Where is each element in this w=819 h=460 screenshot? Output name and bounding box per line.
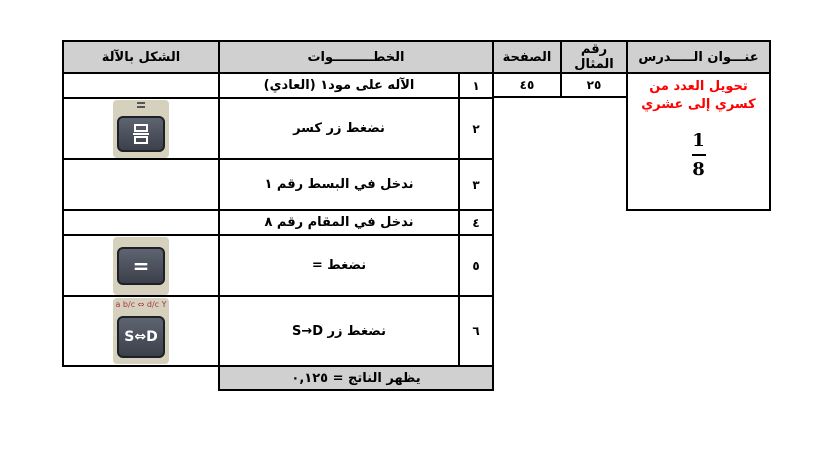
sd-key-icon: S⇔D: [117, 316, 165, 358]
shape-cell-5: [62, 234, 220, 297]
fraction-bar: [692, 154, 706, 156]
step-6-number: ٦: [458, 295, 494, 367]
step-1-number: ١: [458, 72, 494, 99]
equals-key-icon: =: [117, 247, 165, 285]
header-shape: الشكل بالآلة: [62, 40, 220, 74]
result-cell: يظهر الناتج = ٠,١٢٥: [218, 365, 494, 391]
step-1-text: الآله على مود١ (العادي): [218, 72, 460, 99]
shape-cell-4: [62, 209, 220, 236]
example-value: ٢٥: [560, 72, 628, 98]
step-3-text: ندخل في البسط رقم ١: [218, 158, 460, 211]
shape-cell-6: [62, 295, 220, 367]
fraction-one-eighth: [692, 130, 706, 180]
sd-key-image: [113, 298, 169, 364]
lesson-title: تحويل العدد من كسري إلى عشري: [641, 79, 756, 112]
shape-cell-2: [62, 97, 220, 160]
equals-key-image: [113, 237, 169, 295]
header-lesson-title: عنـــوان الـــــدرس: [626, 40, 771, 74]
header-example-number: رقم المثال: [560, 40, 628, 74]
shape-cell-1: [62, 72, 220, 99]
shape-cell-3: [62, 158, 220, 211]
sd-key-secondary-label: a b/c ⇔ d/c Y: [115, 300, 167, 309]
fraction-numerator: 1: [692, 130, 705, 151]
fraction-denominator: 8: [692, 159, 705, 180]
fraction-key-image: [113, 100, 169, 158]
step-2-number: ٢: [458, 97, 494, 160]
lesson-title-cell: [626, 72, 771, 211]
step-6-text: نضغط زر S→D: [218, 295, 460, 367]
header-steps: الخطـــــــــوات: [218, 40, 494, 74]
step-4-number: ٤: [458, 209, 494, 236]
step-5-number: ٥: [458, 234, 494, 297]
step-2-text: نضغط زر كسر: [218, 97, 460, 160]
step-3-number: ٣: [458, 158, 494, 211]
step-4-text: ندخل في المقام رقم ٨: [218, 209, 460, 236]
step-5-text: نضغط =: [218, 234, 460, 297]
header-page: الصفحة: [492, 40, 562, 74]
fraction-key-icon: [117, 116, 165, 152]
page-value: ٤٥: [492, 72, 562, 98]
